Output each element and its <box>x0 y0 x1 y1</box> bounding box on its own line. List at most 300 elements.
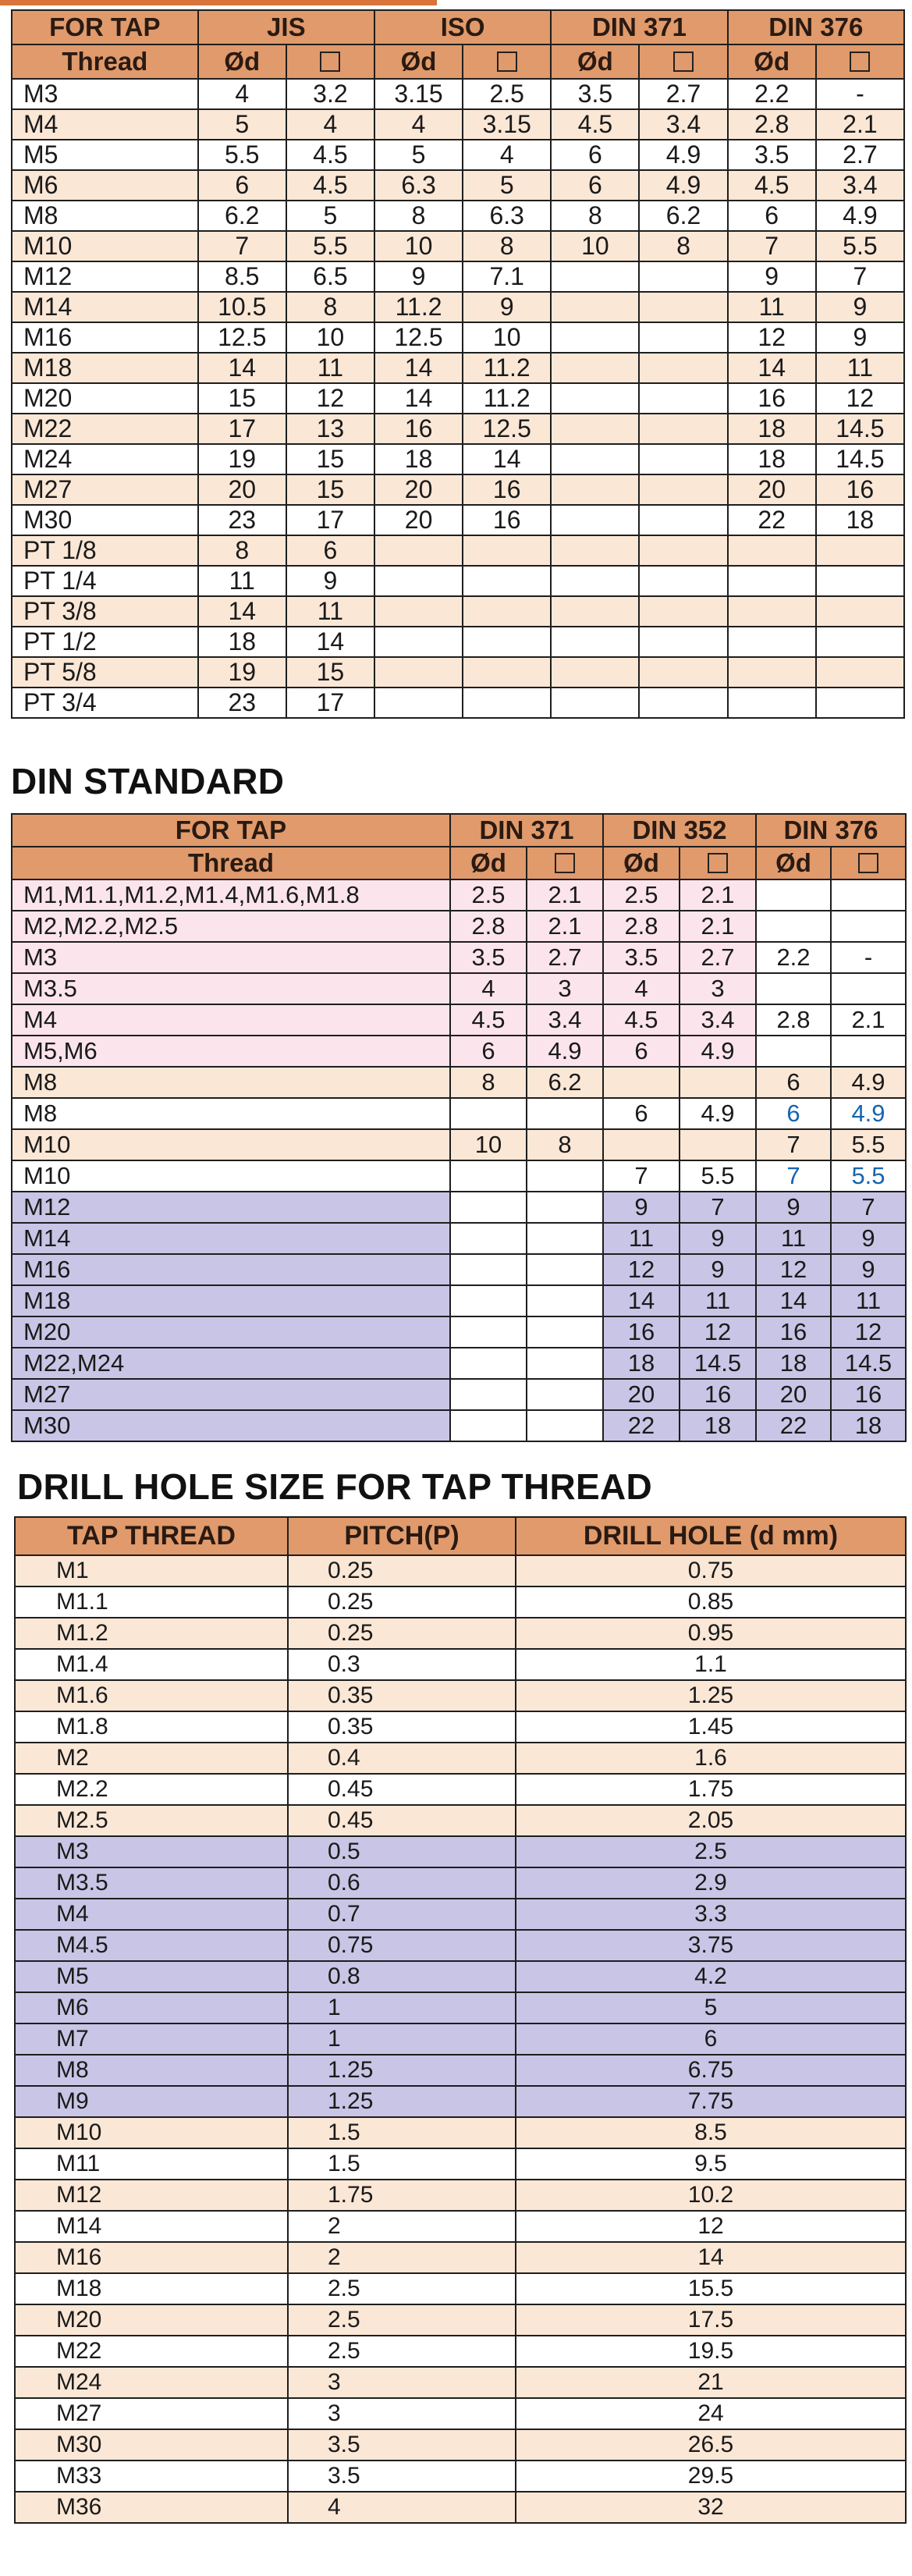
value-cell: 8 <box>374 201 463 231</box>
value-cell: 6 <box>756 1098 831 1129</box>
thread-cell: M8 <box>12 1098 450 1129</box>
thread-cell: M3.5 <box>12 973 450 1004</box>
value-cell: 4 <box>450 973 527 1004</box>
header-square <box>286 44 374 79</box>
value-cell: 8 <box>551 201 639 231</box>
square-icon <box>858 853 878 873</box>
drill-hole-cell: 9.5 <box>516 2148 906 2180</box>
value-cell: 14 <box>198 596 286 627</box>
square-icon <box>850 52 870 72</box>
drill-hole-cell: 1.45 <box>516 1711 906 1743</box>
value-cell: 14.5 <box>831 1348 906 1379</box>
header-for-tap: FOR TAP <box>12 10 198 44</box>
value-cell: 6 <box>551 170 639 201</box>
table-row <box>12 444 904 474</box>
value-cell: 9 <box>286 566 374 596</box>
value-cell: 11.2 <box>463 353 551 383</box>
value-cell: 4.5 <box>603 1004 680 1036</box>
tap-thread-cell: M3.5 <box>15 1867 288 1899</box>
table-row <box>12 1098 906 1129</box>
header-din-376: DIN 376 <box>728 10 904 44</box>
value-cell: 12 <box>728 322 816 353</box>
header-tap-thread: TAP THREAD <box>15 1517 288 1555</box>
value-cell: 18 <box>816 505 904 535</box>
value-cell <box>551 566 639 596</box>
thread-cell: M14 <box>12 292 198 322</box>
din-standard-title: DIN STANDARD <box>11 761 285 801</box>
value-cell: 17 <box>198 414 286 444</box>
table-row <box>15 2055 906 2086</box>
thread-cell: PT 1/4 <box>12 566 198 596</box>
table-row <box>12 414 904 444</box>
pitch-cell: 2.5 <box>288 2304 516 2336</box>
table-row <box>12 231 904 261</box>
table-row <box>15 1805 906 1836</box>
table-row <box>15 1836 906 1867</box>
value-cell <box>728 627 816 657</box>
value-cell: 3.2 <box>286 79 374 109</box>
value-cell: 15 <box>198 383 286 414</box>
tap-thread-cell: M1.6 <box>15 1680 288 1711</box>
value-cell: 15 <box>286 474 374 505</box>
header-od: Ød <box>551 44 639 79</box>
table-row <box>12 201 904 231</box>
thread-cell: M10 <box>12 1129 450 1160</box>
value-cell: 13 <box>286 414 374 444</box>
pitch-cell: 0.25 <box>288 1618 516 1649</box>
value-cell <box>551 474 639 505</box>
value-cell: 5 <box>374 140 463 170</box>
value-cell <box>639 505 727 535</box>
value-cell <box>450 1223 527 1254</box>
pitch-cell: 4 <box>288 2492 516 2523</box>
table-row <box>15 1930 906 1961</box>
value-cell: - <box>831 942 906 973</box>
header-din-371: DIN 371 <box>450 814 603 847</box>
table-row <box>15 2023 906 2055</box>
value-cell <box>756 879 831 911</box>
value-cell: 11 <box>286 353 374 383</box>
value-cell: 16 <box>463 474 551 505</box>
value-cell <box>527 1254 603 1285</box>
tap-thread-cell: M2 <box>15 1743 288 1774</box>
header-jis: JIS <box>198 10 374 44</box>
value-cell: 3 <box>527 973 603 1004</box>
tap-thread-cell: M22 <box>15 2336 288 2367</box>
drill-hole-cell: 6.75 <box>516 2055 906 2086</box>
value-cell <box>450 1410 527 1441</box>
value-cell: 2.7 <box>527 942 603 973</box>
drill-hole-cell: 7.75 <box>516 2086 906 2117</box>
drill-hole-cell: 3.75 <box>516 1930 906 1961</box>
value-cell <box>527 1316 603 1348</box>
square-icon <box>555 853 575 873</box>
tap-thread-cell: M14 <box>15 2211 288 2242</box>
tap-thread-cell: M4 <box>15 1899 288 1930</box>
tap-thread-cell: M7 <box>15 2023 288 2055</box>
table-subheader-row <box>12 847 906 879</box>
value-cell: 4.5 <box>450 1004 527 1036</box>
table-row <box>12 1160 906 1192</box>
value-cell: 9 <box>680 1254 756 1285</box>
value-cell <box>450 1254 527 1285</box>
value-cell <box>551 383 639 414</box>
thread-cell: M3 <box>12 942 450 973</box>
value-cell: 10.5 <box>198 292 286 322</box>
table-header-row <box>12 814 906 847</box>
value-cell: 18 <box>756 1348 831 1379</box>
header-od: Ød <box>450 847 527 879</box>
thread-cell: M10 <box>12 231 198 261</box>
tap-thread-cell: M36 <box>15 2492 288 2523</box>
tap-thread-cell: M2.2 <box>15 1774 288 1805</box>
pitch-cell: 2 <box>288 2242 516 2273</box>
table-row <box>15 1618 906 1649</box>
value-cell: 18 <box>728 444 816 474</box>
value-cell: 7 <box>756 1160 831 1192</box>
value-cell: 6 <box>728 201 816 231</box>
value-cell: 9 <box>680 1223 756 1254</box>
value-cell: 7 <box>603 1160 680 1192</box>
thread-cell: M3 <box>12 79 198 109</box>
value-cell: 6.5 <box>286 261 374 292</box>
value-cell: 8 <box>198 535 286 566</box>
value-cell: 11 <box>286 596 374 627</box>
value-cell <box>551 261 639 292</box>
value-cell: 10 <box>374 231 463 261</box>
value-cell: 4.5 <box>551 109 639 140</box>
table-row <box>15 2148 906 2180</box>
value-cell: 4 <box>603 973 680 1004</box>
value-cell <box>816 566 904 596</box>
tap-thread-cell: M24 <box>15 2367 288 2398</box>
value-cell <box>551 657 639 688</box>
drill-hole-cell: 24 <box>516 2398 906 2429</box>
drill-hole-cell: 32 <box>516 2492 906 2523</box>
value-cell <box>450 1098 527 1129</box>
value-cell: 2.1 <box>831 1004 906 1036</box>
pitch-cell: 1 <box>288 2023 516 2055</box>
value-cell: 11 <box>816 353 904 383</box>
table-row <box>12 1410 906 1441</box>
table-row <box>15 1649 906 1680</box>
value-cell <box>527 1410 603 1441</box>
thread-cell: M27 <box>12 474 198 505</box>
value-cell: 5 <box>463 170 551 201</box>
value-cell: 8 <box>527 1129 603 1160</box>
thread-cell: M5,M6 <box>12 1036 450 1067</box>
table-row <box>12 505 904 535</box>
value-cell <box>639 657 727 688</box>
header-square <box>527 847 603 879</box>
value-cell <box>603 1067 680 1098</box>
value-cell <box>816 657 904 688</box>
value-cell: 7 <box>756 1129 831 1160</box>
value-cell: 15 <box>286 444 374 474</box>
drill-hole-title: DRILL HOLE SIZE FOR TAP THREAD <box>17 1466 653 1507</box>
value-cell: 2.1 <box>527 879 603 911</box>
drill-hole-cell: 4.2 <box>516 1961 906 1992</box>
table-row <box>12 383 904 414</box>
value-cell: 6 <box>603 1036 680 1067</box>
value-cell: 22 <box>756 1410 831 1441</box>
value-cell: 15 <box>286 657 374 688</box>
header-square <box>639 44 727 79</box>
table-row <box>12 657 904 688</box>
square-icon <box>320 52 340 72</box>
value-cell: 4.5 <box>286 140 374 170</box>
value-cell: 23 <box>198 688 286 718</box>
value-cell: 4.9 <box>680 1036 756 1067</box>
value-cell: 2.1 <box>680 911 756 942</box>
value-cell <box>831 879 906 911</box>
tap-thread-cell: M18 <box>15 2273 288 2304</box>
value-cell: 7 <box>680 1192 756 1223</box>
value-cell <box>831 1036 906 1067</box>
value-cell: 4.9 <box>831 1098 906 1129</box>
value-cell <box>639 566 727 596</box>
value-cell <box>551 292 639 322</box>
value-cell: 2.8 <box>728 109 816 140</box>
drill-hole-cell: 5 <box>516 1992 906 2023</box>
value-cell <box>450 1192 527 1223</box>
value-cell <box>374 688 463 718</box>
value-cell: 9 <box>831 1223 906 1254</box>
value-cell: 10 <box>286 322 374 353</box>
value-cell <box>639 383 727 414</box>
value-cell <box>450 1160 527 1192</box>
header-od: Ød <box>374 44 463 79</box>
value-cell: 10 <box>551 231 639 261</box>
thread-cell: M22 <box>12 414 198 444</box>
value-cell <box>639 627 727 657</box>
pitch-cell: 3.5 <box>288 2429 516 2461</box>
table-row <box>12 474 904 505</box>
square-icon <box>497 52 517 72</box>
value-cell: 11.2 <box>463 383 551 414</box>
pitch-cell: 1.25 <box>288 2086 516 2117</box>
tap-thread-cell: M1.8 <box>15 1711 288 1743</box>
table-row <box>15 1899 906 1930</box>
value-cell: 10 <box>450 1129 527 1160</box>
table-row <box>15 1586 906 1618</box>
value-cell: 4.9 <box>527 1036 603 1067</box>
drill-hole-cell: 2.9 <box>516 1867 906 1899</box>
pitch-cell: 1.75 <box>288 2180 516 2211</box>
table-row <box>12 596 904 627</box>
table-row <box>12 1036 906 1067</box>
header-drill-hole: DRILL HOLE (d mm) <box>516 1517 906 1555</box>
table-header-row <box>12 10 904 44</box>
tap-thread-cell: M3 <box>15 1836 288 1867</box>
thread-cell: M22,M24 <box>12 1348 450 1379</box>
drill-hole-cell: 19.5 <box>516 2336 906 2367</box>
table-row <box>12 1067 906 1098</box>
value-cell: 12.5 <box>463 414 551 444</box>
value-cell: 9 <box>603 1192 680 1223</box>
table-row <box>15 2211 906 2242</box>
tap-thread-cell: M30 <box>15 2429 288 2461</box>
value-cell <box>639 322 727 353</box>
value-cell: 11 <box>680 1285 756 1316</box>
value-cell: 18 <box>198 627 286 657</box>
value-cell <box>728 688 816 718</box>
value-cell: 16 <box>680 1379 756 1410</box>
value-cell: 4 <box>463 140 551 170</box>
value-cell: 14 <box>463 444 551 474</box>
drill-hole-cell: 1.1 <box>516 1649 906 1680</box>
value-cell: 4 <box>286 109 374 140</box>
value-cell <box>551 414 639 444</box>
pitch-cell: 0.35 <box>288 1711 516 1743</box>
value-cell <box>639 444 727 474</box>
value-cell: 3.5 <box>603 942 680 973</box>
value-cell <box>831 911 906 942</box>
thread-cell: M12 <box>12 1192 450 1223</box>
value-cell: 6 <box>286 535 374 566</box>
thread-cell: PT 3/8 <box>12 596 198 627</box>
value-cell: 4.5 <box>286 170 374 201</box>
value-cell: 2.7 <box>639 79 727 109</box>
value-cell <box>551 444 639 474</box>
value-cell: 18 <box>831 1410 906 1441</box>
pitch-cell: 0.7 <box>288 1899 516 1930</box>
value-cell <box>816 596 904 627</box>
drill-hole-cell: 17.5 <box>516 2304 906 2336</box>
table-row <box>12 942 906 973</box>
value-cell: 14 <box>603 1285 680 1316</box>
value-cell: 18 <box>374 444 463 474</box>
pitch-cell: 1.25 <box>288 2055 516 2086</box>
table-row <box>15 1743 906 1774</box>
thread-cell: M8 <box>12 1067 450 1098</box>
thread-cell: M24 <box>12 444 198 474</box>
value-cell: 3.4 <box>527 1004 603 1036</box>
thread-cell: M8 <box>12 201 198 231</box>
pitch-cell: 0.45 <box>288 1805 516 1836</box>
table-header-row <box>15 1517 906 1555</box>
value-cell <box>450 1316 527 1348</box>
thread-cell: M27 <box>12 1379 450 1410</box>
drill-hole-cell: 1.75 <box>516 1774 906 1805</box>
value-cell <box>450 1379 527 1410</box>
jis-iso-din-table <box>11 9 905 719</box>
pitch-cell: 0.45 <box>288 1774 516 1805</box>
value-cell <box>527 1223 603 1254</box>
value-cell <box>374 535 463 566</box>
pitch-cell: 0.6 <box>288 1867 516 1899</box>
header-square <box>831 847 906 879</box>
table-row <box>15 2336 906 2367</box>
value-cell <box>756 911 831 942</box>
tap-thread-cell: M9 <box>15 2086 288 2117</box>
value-cell: 14 <box>756 1285 831 1316</box>
drill-hole-cell: 0.85 <box>516 1586 906 1618</box>
tap-thread-cell: M1 <box>15 1555 288 1586</box>
value-cell: 9 <box>728 261 816 292</box>
value-cell <box>639 292 727 322</box>
value-cell <box>816 535 904 566</box>
table-row <box>12 879 906 911</box>
value-cell: 6.2 <box>198 201 286 231</box>
thread-cell: PT 3/4 <box>12 688 198 718</box>
value-cell: 2.1 <box>527 911 603 942</box>
value-cell <box>463 657 551 688</box>
value-cell <box>728 657 816 688</box>
value-cell: 22 <box>603 1410 680 1441</box>
value-cell: 4 <box>374 109 463 140</box>
table-row <box>12 79 904 109</box>
header-od: Ød <box>198 44 286 79</box>
value-cell: 2.1 <box>680 879 756 911</box>
value-cell: 6 <box>450 1036 527 1067</box>
thread-cell: M10 <box>12 1160 450 1192</box>
tap-thread-cell: M2.5 <box>15 1805 288 1836</box>
value-cell <box>728 596 816 627</box>
value-cell <box>450 1348 527 1379</box>
table-row <box>12 1348 906 1379</box>
drill-hole-cell: 2.05 <box>516 1805 906 1836</box>
table-row <box>12 535 904 566</box>
value-cell <box>527 1379 603 1410</box>
value-cell: 2.8 <box>450 911 527 942</box>
value-cell: 12.5 <box>198 322 286 353</box>
value-cell <box>639 261 727 292</box>
tap-thread-cell: M8 <box>15 2055 288 2086</box>
value-cell: 14.5 <box>816 444 904 474</box>
thread-cell: M30 <box>12 505 198 535</box>
thread-cell: PT 1/2 <box>12 627 198 657</box>
value-cell <box>639 474 727 505</box>
value-cell: 20 <box>374 505 463 535</box>
value-cell: 8 <box>450 1067 527 1098</box>
table-row <box>12 973 906 1004</box>
table-row <box>12 1285 906 1316</box>
value-cell: 4.9 <box>639 170 727 201</box>
value-cell: 3.5 <box>450 942 527 973</box>
pitch-cell: 0.5 <box>288 1836 516 1867</box>
value-cell: 14 <box>374 353 463 383</box>
drill-hole-cell: 2.5 <box>516 1836 906 1867</box>
tap-thread-cell: M33 <box>15 2461 288 2492</box>
thread-cell: M16 <box>12 1254 450 1285</box>
header-square <box>816 44 904 79</box>
value-cell <box>374 596 463 627</box>
value-cell <box>816 688 904 718</box>
value-cell: 20 <box>374 474 463 505</box>
value-cell: 2.2 <box>756 942 831 973</box>
value-cell: 7 <box>728 231 816 261</box>
thread-cell: M1,M1.1,M1.2,M1.4,M1.6,M1.8 <box>12 879 450 911</box>
value-cell: 16 <box>756 1316 831 1348</box>
drill-hole-cell: 1.6 <box>516 1743 906 1774</box>
value-cell: 14 <box>374 383 463 414</box>
pitch-cell: 0.25 <box>288 1555 516 1586</box>
drill-hole-cell: 10.2 <box>516 2180 906 2211</box>
table-row <box>15 2117 906 2148</box>
value-cell: 12 <box>756 1254 831 1285</box>
value-cell: 6 <box>551 140 639 170</box>
value-cell <box>680 1129 756 1160</box>
square-icon <box>708 853 728 873</box>
header-iso: ISO <box>374 10 551 44</box>
value-cell: 11 <box>603 1223 680 1254</box>
pitch-cell: 2 <box>288 2211 516 2242</box>
drill-hole-cell: 0.75 <box>516 1555 906 1586</box>
value-cell <box>527 1160 603 1192</box>
header-din-371: DIN 371 <box>551 10 727 44</box>
value-cell: 4.9 <box>680 1098 756 1129</box>
